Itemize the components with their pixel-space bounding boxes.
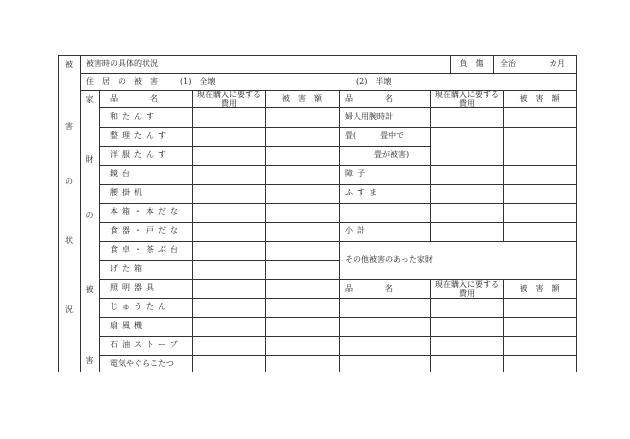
grid-line bbox=[339, 184, 576, 185]
right-item-watch: 婦人用腕時計 bbox=[345, 112, 393, 121]
months-label: カ月 bbox=[549, 59, 565, 68]
left-item: 鏡台 bbox=[110, 169, 134, 178]
left-item: 和たんす bbox=[110, 112, 158, 121]
side-label: 状 bbox=[65, 236, 73, 245]
grid-line bbox=[80, 90, 576, 91]
left-item: じゅうたん bbox=[110, 302, 170, 311]
grid-line bbox=[99, 90, 100, 372]
grid-line bbox=[99, 203, 339, 204]
grid-line bbox=[339, 355, 576, 356]
grid-line bbox=[58, 55, 576, 56]
residence-damage-label: 住 居 の 被 害 bbox=[86, 77, 158, 86]
residence-option-half[interactable]: (2) 半壊 bbox=[356, 77, 392, 86]
grid-line bbox=[339, 127, 576, 128]
column-header-item: 品 名 bbox=[110, 94, 158, 103]
grid-line bbox=[339, 336, 576, 337]
grid-line bbox=[99, 107, 576, 108]
right-item-shoji: 障子 bbox=[345, 169, 369, 178]
grid-line bbox=[192, 90, 193, 372]
left-item: 食器・戸だな bbox=[110, 226, 182, 235]
grid-line bbox=[339, 222, 576, 223]
household-label: の bbox=[85, 211, 94, 220]
left-item: 石油ストーブ bbox=[110, 340, 182, 349]
column-header-cost: 現在購入に要する費用 bbox=[197, 90, 261, 108]
column-header-item: 品 名 bbox=[345, 94, 393, 103]
grid-line bbox=[576, 55, 577, 372]
household-label: 被 bbox=[85, 285, 94, 294]
household-label: 家 bbox=[85, 95, 94, 104]
household-label: 害 bbox=[85, 356, 94, 365]
left-item: 洋服たんす bbox=[110, 150, 170, 159]
grid-line bbox=[339, 203, 576, 204]
injury-label: 負 傷 bbox=[459, 59, 484, 68]
grid-line bbox=[339, 241, 576, 242]
grid-line bbox=[99, 241, 339, 242]
grid-line bbox=[99, 260, 339, 261]
grid-line bbox=[99, 317, 339, 318]
grid-line bbox=[99, 184, 339, 185]
right-item-fusuma: ふすま bbox=[345, 188, 381, 197]
side-label: 害 bbox=[65, 122, 73, 131]
grid-line bbox=[339, 90, 340, 372]
grid-line bbox=[339, 298, 576, 299]
column-header-damage: 被 害 額 bbox=[282, 94, 322, 103]
specific-situation-label: 被害時の具体的状況 bbox=[86, 59, 158, 68]
left-item: 本箱・本だな bbox=[110, 207, 182, 216]
grid-line bbox=[58, 55, 59, 372]
right-item-tatami: 畳( 畳中で bbox=[345, 131, 405, 140]
side-label: 況 bbox=[65, 305, 73, 314]
grid-line bbox=[339, 317, 576, 318]
grid-line bbox=[80, 73, 576, 74]
grid-line bbox=[99, 222, 339, 223]
grid-line bbox=[99, 355, 339, 356]
grid-line bbox=[430, 90, 431, 241]
right-item-subtotal: 小計 bbox=[345, 226, 369, 235]
grid-line bbox=[99, 165, 339, 166]
other-damaged-items-label: その他被害のあった家財 bbox=[345, 255, 433, 264]
column-header-damage: 被 害 額 bbox=[519, 94, 560, 103]
grid-line bbox=[99, 127, 339, 128]
household-label: 財 bbox=[85, 155, 94, 164]
injury-value: 全治 bbox=[500, 59, 516, 68]
residence-option-full[interactable]: (1) 全壊 bbox=[180, 77, 216, 86]
right-item-tatami: 畳が被害) bbox=[374, 150, 410, 159]
left-item: 腰掛机 bbox=[110, 188, 146, 197]
left-item: げた箱 bbox=[110, 264, 146, 273]
grid-line bbox=[99, 146, 339, 147]
column-header-cost: 現在購入に要する費用 bbox=[435, 280, 499, 298]
grid-line bbox=[430, 279, 431, 372]
left-item: 扇風機 bbox=[110, 321, 146, 330]
side-label: 被 bbox=[65, 60, 73, 69]
grid-line bbox=[493, 55, 494, 73]
grid-line bbox=[265, 90, 266, 372]
left-item: 整理たんす bbox=[110, 131, 170, 140]
left-item: 食卓・茶ぶ台 bbox=[110, 245, 182, 254]
left-item: 照明器具 bbox=[110, 283, 158, 292]
grid-line bbox=[339, 165, 576, 166]
left-item: 電気やぐらこたつ bbox=[110, 359, 174, 368]
grid-line bbox=[503, 90, 504, 241]
side-label: の bbox=[65, 177, 73, 186]
grid-line bbox=[99, 298, 339, 299]
column-header-cost: 現在購入に要する費用 bbox=[435, 90, 499, 108]
grid-line bbox=[339, 146, 430, 147]
column-header-item: 品 名 bbox=[345, 284, 393, 293]
column-header-damage: 被 害 額 bbox=[519, 284, 560, 293]
grid-line bbox=[99, 279, 339, 280]
grid-line bbox=[99, 336, 339, 337]
